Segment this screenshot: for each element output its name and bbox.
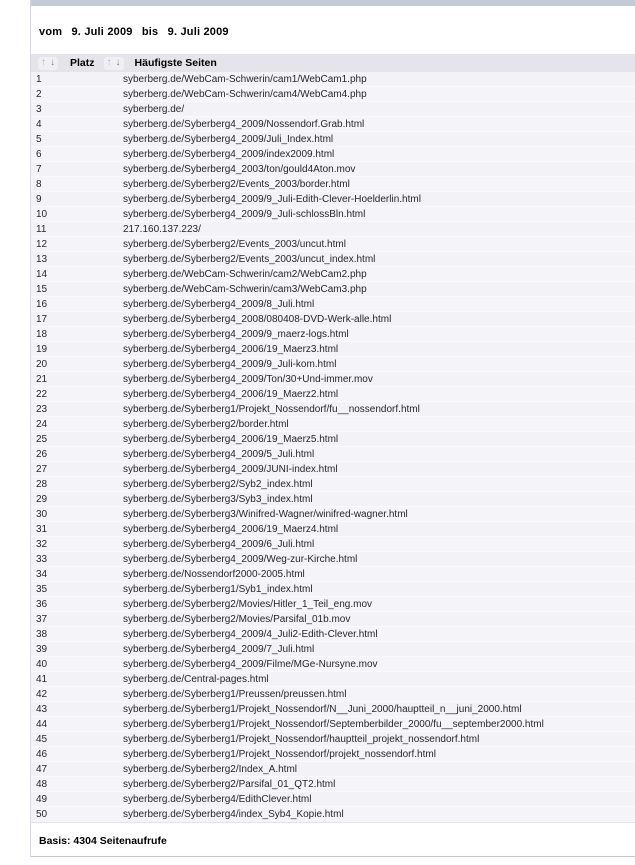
- page-url-cell: syberberg.de/Syberberg2/Events_2003/border.html: [123, 178, 350, 190]
- page-url-cell: syberberg.de/Syberberg2/Parsifal_01_QT2.html: [123, 778, 336, 790]
- table-row: [31, 327, 635, 342]
- table-row: [31, 267, 635, 282]
- table-row: [31, 522, 635, 537]
- rank-cell: 16: [36, 298, 48, 310]
- table-row: [31, 792, 635, 807]
- rank-cell: 36: [36, 598, 48, 610]
- page-url-cell: syberberg.de/Nossendorf2000-2005.html: [123, 568, 305, 580]
- table-row: [31, 777, 635, 792]
- table-row: [31, 432, 635, 447]
- rank-cell: 49: [36, 793, 48, 805]
- page-url-cell: syberberg.de/WebCam-Schwerin/cam1/WebCam1.php: [123, 73, 367, 85]
- pages-table-body: [31, 72, 635, 823]
- table-row: [31, 492, 635, 507]
- rank-cell: 24: [36, 418, 48, 430]
- platz-sort-control[interactable]: [38, 57, 58, 70]
- page-url-cell: syberberg.de/Syberberg2/Movies/Hitler_1_Teil_eng.mov: [123, 598, 373, 610]
- table-row: [31, 72, 635, 87]
- table-row: [31, 417, 635, 432]
- rank-cell: 32: [36, 538, 48, 550]
- rank-cell: 28: [36, 478, 48, 490]
- page-url-cell: syberberg.de/Syberberg1/Projekt_Nossendorf/N__Juni_2000/hauptteil_n__juni_2000.html: [123, 703, 522, 715]
- table-row: [31, 132, 635, 147]
- page-url-cell: syberberg.de/Syberberg1/Projekt_Nossendorf/projekt_nossendorf.html: [123, 748, 436, 760]
- table-row: [31, 252, 635, 267]
- table-row: [31, 207, 635, 222]
- table-row: [31, 807, 635, 822]
- rank-cell: 5: [36, 133, 42, 145]
- date-range: [39, 26, 635, 38]
- page-url-cell: syberberg.de/Syberberg4_2009/6_Juli.html: [123, 538, 315, 550]
- page-url-cell: syberberg.de/Syberberg4_2008/080408-DVD-Werk-alle.html: [123, 313, 392, 325]
- rank-cell: 31: [36, 523, 48, 535]
- page-url-cell: syberberg.de/Syberberg1/Syb1_index.html: [123, 583, 313, 595]
- date-to-value: 9. Juli 2009: [167, 26, 229, 38]
- rank-cell: 35: [36, 583, 48, 595]
- page-url-cell: syberberg.de/Syberberg4_2009/JUNI-index.html: [123, 463, 338, 475]
- page-url-cell: syberberg.de/Syberberg4/index_Syb4_Kopie.html: [123, 809, 344, 820]
- page-url-cell: syberberg.de/Syberberg4_2009/7_Juli.html: [123, 643, 315, 655]
- rank-cell: 34: [36, 568, 48, 580]
- table-header-row: [31, 54, 635, 72]
- rank-cell: 13: [36, 253, 48, 265]
- rank-cell: 39: [36, 643, 48, 655]
- basis-summary: Basis: 4304 Seitenaufrufe: [39, 835, 167, 847]
- table-row: [31, 657, 635, 672]
- table-row: [31, 357, 635, 372]
- table-row: [31, 87, 635, 102]
- table-row: [31, 642, 635, 657]
- table-row: [31, 447, 635, 462]
- rank-cell: 23: [36, 403, 48, 415]
- rank-cell: 8: [36, 178, 42, 190]
- rank-cell: 38: [36, 628, 48, 640]
- page-url-cell: syberberg.de/Syberberg4_2009/9_Juli-kom.html: [123, 358, 337, 370]
- page-url-cell: syberberg.de/Syberberg4_2009/9_maerz-logs.html: [123, 328, 349, 340]
- page-url-cell: syberberg.de/: [123, 103, 185, 115]
- table-row: [31, 222, 635, 237]
- page-url-cell: syberberg.de/Syberberg4_2009/Juli_Index.html: [123, 133, 334, 145]
- rank-cell: 46: [36, 748, 48, 760]
- table-row: [31, 387, 635, 402]
- table-row: [31, 687, 635, 702]
- page-url-cell: syberberg.de/Syberberg3/Syb3_index.html: [123, 493, 313, 505]
- table-row: [31, 627, 635, 642]
- rank-cell: 42: [36, 688, 48, 700]
- rank-cell: 14: [36, 268, 48, 280]
- page-url-cell: syberberg.de/Central-pages.html: [123, 673, 269, 685]
- table-row: [31, 147, 635, 162]
- page-url-cell: syberberg.de/Syberberg4_2009/Filme/MGe-Nursyne.mov: [123, 658, 378, 670]
- table-row: [31, 477, 635, 492]
- page-url-cell: syberberg.de/Syberberg4/EdithClever.html: [123, 793, 312, 805]
- rank-cell: 48: [36, 778, 48, 790]
- rank-cell: 9: [36, 193, 42, 205]
- column-header-platz: Platz: [70, 57, 95, 69]
- table-row: [31, 582, 635, 597]
- rank-cell: 50: [36, 809, 48, 820]
- page-url-cell: syberberg.de/Syberberg2/Movies/Parsifal_01b.mov: [123, 613, 351, 625]
- page-url-cell: syberberg.de/Syberberg4_2009/8_Juli.html: [123, 298, 315, 310]
- table-row: [31, 597, 635, 612]
- page-url-cell: syberberg.de/Syberberg1/Preussen/preussen.html: [123, 688, 347, 700]
- rank-cell: 1: [36, 73, 42, 85]
- rank-cell: 20: [36, 358, 48, 370]
- rank-cell: 21: [36, 373, 48, 385]
- table-row: [31, 342, 635, 357]
- rank-cell: 29: [36, 493, 48, 505]
- page-url-cell: syberberg.de/Syberberg4_2009/Nossendorf.Grab.html: [123, 118, 365, 130]
- rank-cell: 43: [36, 703, 48, 715]
- page-url-cell: syberberg.de/Syberberg4_2006/19_Maerz3.html: [123, 343, 339, 355]
- rank-cell: 15: [36, 283, 48, 295]
- table-row: [31, 192, 635, 207]
- page-url-cell: syberberg.de/Syberberg1/Projekt_Nossendorf/Septemberbilder_2000/fu__september2000.html: [123, 718, 544, 730]
- page-url-cell: syberberg.de/WebCam-Schwerin/cam4/WebCam4.php: [123, 88, 367, 100]
- page-url-cell: syberberg.de/Syberberg2/Index_A.html: [123, 763, 297, 775]
- table-row: [31, 117, 635, 132]
- table-row: [31, 537, 635, 552]
- table-row: [31, 507, 635, 522]
- table-row: [31, 312, 635, 327]
- table-row: [31, 717, 635, 732]
- rank-cell: 6: [36, 148, 42, 160]
- table-row: [31, 462, 635, 477]
- column-header-haeufigste-seiten: Häufigste Seiten: [134, 57, 217, 69]
- table-row: [31, 297, 635, 312]
- table-row: [31, 567, 635, 582]
- rank-cell: 41: [36, 673, 48, 685]
- rank-cell: 37: [36, 613, 48, 625]
- table-row: [31, 762, 635, 777]
- date-from-label: vom: [39, 26, 63, 38]
- rank-cell: 4: [36, 118, 42, 130]
- table-row: [31, 237, 635, 252]
- sort-ascending-icon[interactable]: ↑: [41, 57, 46, 68]
- rank-cell: 40: [36, 658, 48, 670]
- date-to-label: bis: [141, 26, 159, 38]
- rank-cell: 22: [36, 388, 48, 400]
- pages-sort-control[interactable]: [104, 57, 124, 70]
- report-panel: [30, 0, 635, 857]
- rank-cell: 25: [36, 433, 48, 445]
- rank-cell: 2: [36, 88, 42, 100]
- top-divider-bar: [31, 0, 635, 6]
- page-url-cell: syberberg.de/Syberberg2/border.html: [123, 418, 289, 430]
- date-from-value: 9. Juli 2009: [71, 26, 133, 38]
- rank-cell: 44: [36, 718, 48, 730]
- rank-cell: 7: [36, 163, 42, 175]
- page-url-cell: syberberg.de/Syberberg4_2003/ton/gould4Aton.mov: [123, 163, 356, 175]
- table-row: [31, 747, 635, 762]
- table-row: [31, 702, 635, 717]
- rank-cell: 11: [36, 223, 47, 235]
- rank-cell: 27: [36, 463, 48, 475]
- table-row: [31, 402, 635, 417]
- rank-cell: 12: [36, 238, 48, 250]
- rank-cell: 45: [36, 733, 48, 745]
- table-row: [31, 162, 635, 177]
- page-url-cell: syberberg.de/Syberberg2/Events_2003/uncut.html: [123, 238, 346, 250]
- table-row: [31, 672, 635, 687]
- page-url-cell: syberberg.de/Syberberg2/Events_2003/uncut_index.html: [123, 253, 376, 265]
- rank-cell: 30: [36, 508, 48, 520]
- page-url-cell: syberberg.de/WebCam-Schwerin/cam3/WebCam3.php: [123, 283, 367, 295]
- rank-cell: 33: [36, 553, 48, 565]
- page-url-cell: syberberg.de/Syberberg4_2009/5_Juli.html: [123, 448, 315, 460]
- sort-ascending-icon[interactable]: ↑: [106, 57, 112, 68]
- rank-cell: 26: [36, 448, 48, 460]
- table-row: [31, 732, 635, 747]
- page-url-cell: syberberg.de/Syberberg1/Projekt_Nossendorf/hauptteil_projekt_nossendorf.html: [123, 733, 480, 745]
- table-row: [31, 282, 635, 297]
- rank-cell: 19: [36, 343, 48, 355]
- table-row: [31, 372, 635, 387]
- page-url-cell: syberberg.de/Syberberg4_2009/9_Juli-schlossBln.html: [123, 208, 366, 220]
- table-row: [31, 552, 635, 567]
- rank-cell: 17: [36, 313, 48, 325]
- page-url-cell: syberberg.de/Syberberg4_2009/4_Juli2-Edith-Clever.html: [123, 628, 378, 640]
- table-row: [31, 612, 635, 627]
- page-url-cell: syberberg.de/Syberberg4_2006/19_Maerz5.html: [123, 433, 339, 445]
- page-url-cell: syberberg.de/Syberberg2/Syb2_index.html: [123, 478, 313, 490]
- rank-cell: 47: [36, 763, 48, 775]
- rank-cell: 3: [36, 103, 42, 115]
- page-url-cell: syberberg.de/Syberberg4_2009/Weg-zur-Kirche.html: [123, 553, 358, 565]
- page-url-cell: syberberg.de/Syberberg3/Winifred-Wagner/winifred-wagner.html: [123, 508, 408, 520]
- sort-descending-icon[interactable]: ↓: [50, 57, 55, 68]
- page-url-cell: syberberg.de/Syberberg1/Projekt_Nossendorf/fu__nossendorf.html: [123, 403, 420, 415]
- page-url-cell: syberberg.de/Syberberg4_2006/19_Maerz2.html: [123, 388, 339, 400]
- rank-cell: 10: [36, 208, 48, 220]
- sort-descending-icon[interactable]: ↓: [115, 57, 121, 68]
- table-row: [31, 177, 635, 192]
- page-url-cell: syberberg.de/Syberberg4_2009/index2009.html: [123, 148, 335, 160]
- page-url-cell: syberberg.de/WebCam-Schwerin/cam2/WebCam2.php: [123, 268, 367, 280]
- table-row: [31, 102, 635, 117]
- rank-cell: 18: [36, 328, 48, 340]
- page-url-cell: syberberg.de/Syberberg4_2009/9_Juli-Edith-Clever-Hoelderlin.html: [123, 193, 421, 205]
- page-url-cell: 217.160.137.223/: [123, 223, 201, 235]
- page-url-cell: syberberg.de/Syberberg4_2009/Ton/30+Und-immer.mov: [123, 373, 373, 385]
- page-url-cell: syberberg.de/Syberberg4_2006/19_Maerz4.html: [123, 523, 339, 535]
